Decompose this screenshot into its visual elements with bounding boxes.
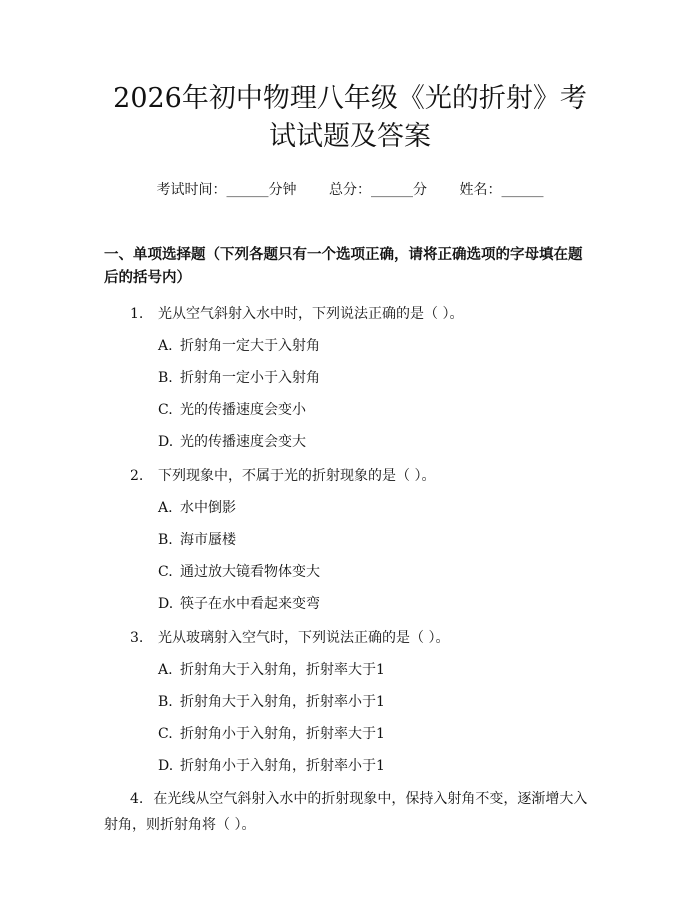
total-score-label: 总分：______分 bbox=[329, 182, 427, 198]
option-d bbox=[104, 432, 596, 452]
question-stem bbox=[104, 466, 596, 486]
option-c bbox=[104, 724, 596, 744]
question-3 bbox=[104, 628, 596, 776]
option-a bbox=[104, 498, 596, 518]
option-letter: A. bbox=[158, 500, 173, 516]
question-text: 在光线从空气斜射入水中的折射现象中，保持入射角不变，逐渐增大入射角，则折射角将（ ）。 bbox=[104, 791, 588, 833]
option-b bbox=[104, 530, 596, 550]
option-text: 折射角大于入射角，折射率大于1 bbox=[180, 662, 385, 678]
option-text: 筷子在水中看起来变弯 bbox=[180, 596, 320, 612]
question-1 bbox=[104, 304, 596, 452]
option-a bbox=[104, 660, 596, 680]
option-text: 折射角小于入射角，折射率小于1 bbox=[180, 758, 385, 774]
option-letter: A. bbox=[158, 338, 173, 354]
option-letter: B. bbox=[158, 694, 173, 710]
question-stem bbox=[104, 304, 596, 324]
option-text: 折射角一定小于入射角 bbox=[180, 370, 320, 386]
question-stem bbox=[104, 628, 596, 648]
question-text: 光从玻璃射入空气时，下列说法正确的是（ ）。 bbox=[158, 630, 450, 646]
student-name-label: 姓名：______ bbox=[459, 182, 544, 198]
section-heading-single-choice: 一、单项选择题（下列各题只有一个选项正确，请将正确选项的字母填在题后的括号内） bbox=[104, 247, 583, 286]
option-letter: B. bbox=[158, 370, 173, 386]
option-letter: D. bbox=[158, 596, 174, 612]
option-text: 海市蜃楼 bbox=[180, 532, 236, 548]
option-text: 光的传播速度会变大 bbox=[180, 434, 306, 450]
option-d bbox=[104, 594, 596, 614]
document-title: 2026年初中物理八年级《光的折射》考试试题及答案 bbox=[113, 83, 587, 152]
question-stem bbox=[104, 786, 596, 838]
option-letter: C. bbox=[158, 564, 173, 580]
option-letter: D. bbox=[158, 434, 174, 450]
option-letter: C. bbox=[158, 726, 173, 742]
option-text: 折射角小于入射角，折射率大于1 bbox=[180, 726, 385, 742]
option-letter: B. bbox=[158, 532, 173, 548]
option-text: 水中倒影 bbox=[180, 500, 236, 516]
option-text: 通过放大镜看物体变大 bbox=[180, 564, 320, 580]
option-list bbox=[104, 336, 596, 452]
question-2 bbox=[104, 466, 596, 614]
option-a bbox=[104, 336, 596, 356]
question-text: 下列现象中，不属于光的折射现象的是（ ）。 bbox=[158, 468, 436, 484]
exam-time-label: 考试时间：______分钟 bbox=[156, 182, 297, 198]
question-number: 3. bbox=[130, 630, 144, 646]
question-number: 4. bbox=[130, 791, 144, 807]
option-letter: A. bbox=[158, 662, 173, 678]
option-c bbox=[104, 400, 596, 420]
option-list bbox=[104, 498, 596, 614]
option-letter: C. bbox=[158, 402, 173, 418]
option-list bbox=[104, 660, 596, 776]
question-number: 2. bbox=[130, 468, 144, 484]
exam-meta bbox=[104, 180, 596, 200]
question-text: 光从空气斜射入水中时，下列说法正确的是（ ）。 bbox=[158, 306, 464, 322]
option-d bbox=[104, 756, 596, 776]
option-text: 折射角大于入射角，折射率小于1 bbox=[180, 694, 385, 710]
option-c bbox=[104, 562, 596, 582]
question-number: 1. bbox=[130, 306, 144, 322]
option-letter: D. bbox=[158, 758, 174, 774]
question-4 bbox=[104, 786, 596, 838]
option-text: 折射角一定大于入射角 bbox=[180, 338, 320, 354]
option-b bbox=[104, 368, 596, 388]
option-b bbox=[104, 692, 596, 712]
option-text: 光的传播速度会变小 bbox=[180, 402, 306, 418]
